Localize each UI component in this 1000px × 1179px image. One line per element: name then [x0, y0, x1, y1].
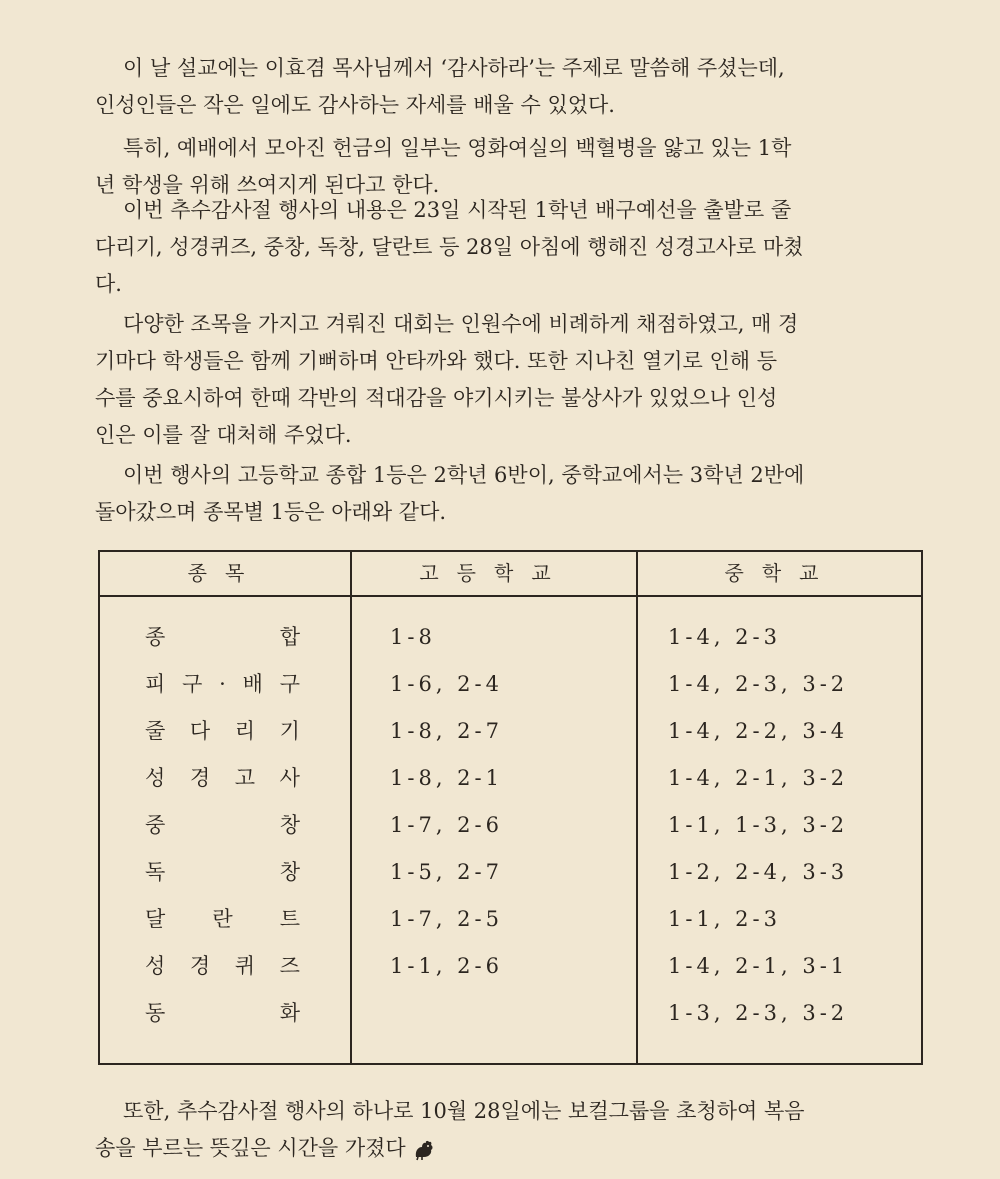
high-school-winner: 1-8, 2-7 — [390, 719, 503, 743]
event-char: 퀴 — [234, 954, 256, 978]
table-row — [100, 755, 921, 802]
event-char: 달 — [145, 907, 166, 931]
header-event: 종목 — [187, 561, 263, 585]
event-char: 다 — [189, 719, 211, 743]
paragraph-line: 이번 추수감사절 행사의 내용은 23일 시작된 1학년 배구예선을 출발로 줄 — [123, 198, 792, 222]
event-char: 사 — [279, 766, 300, 790]
event-char: 성 — [145, 954, 166, 978]
table-row — [100, 802, 921, 849]
table-row — [100, 990, 921, 1037]
table-row — [100, 661, 921, 708]
header-middle-school: 중학교 — [724, 561, 837, 585]
event-char: 창 — [279, 813, 300, 837]
event-char: 기 — [279, 719, 300, 743]
paragraph-line: 특히, 예배에서 모아진 헌금의 일부는 영화여실의 백혈병을 앓고 있는 1학 — [123, 136, 792, 160]
event-char: 구 — [182, 672, 203, 696]
high-school-winner: 1-5, 2-7 — [390, 860, 503, 884]
high-school-winner: 1-8 — [390, 625, 436, 649]
closing-line: 송을 부르는 뜻깊은 시간을 가졌다 — [95, 1130, 935, 1167]
event-char: 화 — [279, 1001, 300, 1025]
paragraph-line: 인은 이를 잘 대처해 주었다. — [95, 423, 352, 447]
paragraph-line: 돌아갔으며 종목별 1등은 아래와 같다. — [95, 500, 447, 524]
table-row — [100, 614, 921, 661]
event-name — [145, 990, 300, 1037]
rooster-icon — [412, 1139, 436, 1161]
middle-school-winner: 1-4, 2-1, 3-1 — [668, 954, 849, 978]
body-paragraph — [95, 50, 935, 124]
high-school-winner: 1-7, 2-5 — [390, 907, 503, 931]
event-char: 줄 — [145, 719, 166, 743]
event-char: 란 — [212, 907, 233, 931]
event-char: 동 — [145, 1001, 166, 1025]
middle-school-winner: 1-1, 2-3 — [668, 907, 781, 931]
middle-school-winner: 1-1, 1-3, 3-2 — [668, 813, 849, 837]
high-school-winner: 1-6, 2-4 — [390, 672, 503, 696]
paragraph-line: 인성인들은 작은 일에도 감사하는 자세를 배울 수 있었다. — [95, 93, 615, 117]
event-char: 고 — [234, 766, 256, 790]
paragraph-line: 기마다 학생들은 함께 기뻐하며 안타까와 했다. 또한 지나친 열기로 인해 등 — [95, 349, 778, 373]
table-row — [100, 943, 921, 990]
body-paragraph — [95, 306, 935, 454]
table-row — [100, 708, 921, 755]
event-char: 리 — [234, 719, 256, 743]
middle-school-winner: 1-4, 2-3 — [668, 625, 781, 649]
body-paragraph — [95, 457, 935, 531]
paragraph-line: 수를 중요시하여 한때 각반의 적대감을 야기시키는 불상사가 있었으나 인성 — [95, 386, 778, 410]
event-char: 배 — [242, 672, 263, 696]
middle-school-winner: 1-4, 2-1, 3-2 — [668, 766, 849, 790]
event-name — [145, 802, 300, 849]
event-char: 독 — [145, 860, 166, 884]
event-name — [145, 849, 300, 896]
event-char: 경 — [189, 766, 211, 790]
table-row — [100, 896, 921, 943]
high-school-winner: 1-7, 2-6 — [390, 813, 503, 837]
event-name — [145, 614, 300, 661]
middle-school-winner: 1-4, 2-2, 3-4 — [668, 719, 849, 743]
high-school-winner: 1-1, 2-6 — [390, 954, 503, 978]
event-char: 중 — [145, 813, 166, 837]
paragraph-line: 년 학생을 위해 쓰여지게 된다고 한다. — [95, 173, 440, 197]
results-table — [98, 550, 923, 1065]
event-name — [145, 755, 300, 802]
event-char: 피 — [145, 672, 166, 696]
event-char: 즈 — [279, 954, 300, 978]
event-char: 합 — [279, 625, 300, 649]
high-school-winner: 1-8, 2-1 — [390, 766, 503, 790]
event-char: 창 — [279, 860, 300, 884]
paragraph-line: 이 날 설교에는 이효겸 목사님께서 ‘감사하라’는 주제로 말씀해 주셨는데, — [123, 56, 785, 80]
middle-school-winner: 1-4, 2-3, 3-2 — [668, 672, 849, 696]
paragraph-line: 이번 행사의 고등학교 종합 1등은 2학년 6반이, 중학교에서는 3학년 2반에 — [123, 463, 805, 487]
event-name — [145, 708, 300, 755]
paragraph-line: 다리기, 성경퀴즈, 중창, 독창, 달란트 등 28일 아침에 행해진 성경고사로 마쳤 — [95, 235, 804, 259]
event-char: · — [219, 672, 226, 696]
event-char: 성 — [145, 766, 166, 790]
middle-school-winner: 1-2, 2-4, 3-3 — [668, 860, 849, 884]
event-name — [145, 661, 300, 708]
paragraph-line: 다양한 조목을 가지고 겨뤄진 대회는 인원수에 비례하게 채점하였고, 매 경 — [123, 312, 799, 336]
closing-paragraph — [95, 1093, 935, 1167]
body-paragraph — [95, 192, 935, 303]
event-char: 트 — [279, 907, 300, 931]
header-divider — [100, 595, 921, 597]
event-name — [145, 896, 300, 943]
event-char: 경 — [189, 954, 211, 978]
event-name — [145, 943, 300, 990]
header-high-school: 고등학교 — [419, 561, 569, 585]
event-char: 종 — [145, 625, 166, 649]
middle-school-winner: 1-3, 2-3, 3-2 — [668, 1001, 849, 1025]
closing-line: 또한, 추수감사절 행사의 하나로 10월 28일에는 보컬그룹을 초청하여 복음 — [123, 1099, 805, 1123]
table-row — [100, 849, 921, 896]
paragraph-line: 다. — [95, 272, 122, 296]
event-char: 구 — [279, 672, 300, 696]
